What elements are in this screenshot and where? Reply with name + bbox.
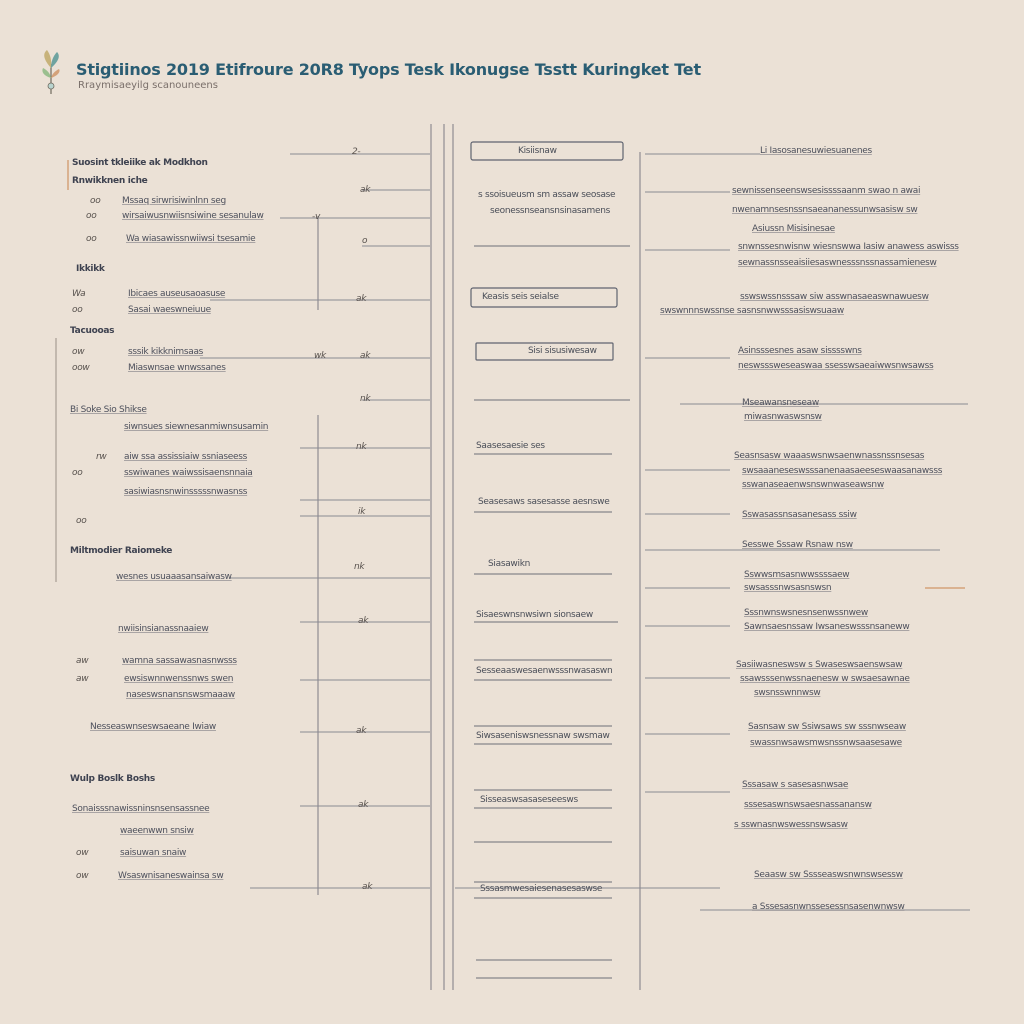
center-box-label: Kisiisnaw: [518, 146, 557, 156]
left-marker: Wa: [72, 289, 86, 299]
left-marker: oo: [90, 196, 101, 206]
right-label: miwasnwaswsnsw: [744, 412, 822, 422]
right-label: neswsssweseaswaa ssesswsaeaiwwsnwsawss: [738, 361, 934, 371]
center-box-label: Seasesaws sasesasse aesnswe: [478, 497, 610, 507]
center-box-label: Siasawikn: [488, 559, 531, 569]
left-label: ewsiswnnwenssnws swen: [124, 674, 234, 684]
right-label: Sawnsaesnssaw Iwsaneswsssnsaneww: [744, 622, 910, 632]
right-label: sewnissenseenswsesissssaanm swao n awai: [732, 186, 921, 196]
center-marker: nk: [356, 442, 367, 452]
right-label: Asinsssesnes asaw sisssswns: [738, 346, 862, 356]
left-label: wamna sassawasnasnwsss: [122, 656, 237, 666]
center-box-label: Sisi sisusiwesaw: [528, 346, 597, 356]
left-marker: ow: [76, 848, 89, 858]
left-marker: oo: [76, 516, 87, 526]
left-label: waeenwwn snsiw: [120, 826, 194, 836]
left-label: wirsaiwusnwiisnsiwine sesanulaw: [122, 211, 264, 221]
right-label: swassnwsawsmwsnssnwsaasesawe: [750, 738, 902, 748]
right-label: a Sssesasnwnssesessnsasenwnwsw: [752, 902, 905, 912]
left-marker: rw: [96, 452, 107, 462]
left-label: Rnwikknen iche: [72, 176, 148, 186]
left-label: saisuwan snaiw: [120, 848, 187, 858]
center-box-label: Keasis seis seialse: [482, 292, 559, 302]
center-box-label: Sesseaaswesaenwsssnwasaswn: [476, 666, 613, 676]
right-label: Sswasassnsasanesass ssiw: [742, 510, 857, 520]
center-marker: ak: [356, 294, 367, 304]
diagram-subtitle: Rraymisaeyilg scanouneens: [78, 80, 218, 91]
center-marker: 2-: [352, 147, 361, 157]
left-label: wesnes usuaaasansaiwasw: [116, 572, 232, 582]
right-label: Sasiiwasneswsw s Swaseswsaenswsaw: [736, 660, 903, 670]
center-marker: -v: [312, 212, 320, 222]
center-box-label: Siwsaseniswsnessnaw swsmaw: [476, 731, 610, 741]
left-label: Miaswnsae wnwssanes: [128, 363, 226, 373]
plant-logo-icon: [38, 46, 64, 96]
right-label: swsasssnwsasnswsn: [744, 583, 832, 593]
left-label: Sasai waeswneiuue: [128, 305, 211, 315]
center-marker: nk: [360, 394, 371, 404]
right-label: sswanaseaenwsnswnwaseawsnw: [742, 480, 884, 490]
center-box-label: s ssoisueusm sm assaw seosase: [478, 190, 616, 200]
right-label: swsnsswnnwsw: [754, 688, 821, 698]
left-marker: aw: [76, 656, 89, 666]
right-label: Mseawansneseaw: [742, 398, 819, 408]
left-label: Ikkikk: [76, 264, 105, 274]
left-marker: aw: [76, 674, 89, 684]
right-label: sewnassnsseaisiiesaswnesssnssnassamienesw: [738, 258, 937, 268]
left-label: Sonaisssnawissninsnsensassnee: [72, 804, 210, 814]
right-label: Sswwsmsasnwwssssaew: [744, 570, 850, 580]
left-marker: oo: [72, 305, 83, 315]
left-marker: oo: [72, 468, 83, 478]
left-label: Suosint tkleiike ak Modkhon: [72, 158, 208, 168]
left-label: nwiisinsianassnaaiew: [118, 624, 209, 634]
right-label: swsaaaneseswsssanenaasaeeseswaasanawsss: [742, 466, 943, 476]
center-marker: nk: [354, 562, 365, 572]
diagram-title: Stigtiinos 2019 Etifroure 20R8 Tyops Tesk Ikonugse Tsstt Kuringket Tet: [76, 60, 701, 79]
left-label: Wsaswnisaneswainsa sw: [118, 871, 224, 881]
center-box-label: Saasesaesie ses: [476, 441, 545, 451]
right-label: Asiussn Misisinesae: [752, 224, 835, 234]
right-label: Sssasaw s sasesasnwsae: [742, 780, 849, 790]
left-label: naseswsnansnswsmaaaw: [126, 690, 235, 700]
center-marker: ik: [358, 507, 366, 517]
center-box-label: seonessnseansnsinasamens: [490, 206, 611, 216]
left-marker: ow: [72, 347, 85, 357]
right-label: swswnnnswssnse sasnsnwwsssasiswsuaaw: [660, 306, 844, 316]
left-label: Tacuooas: [70, 326, 115, 336]
left-marker: ow: [76, 871, 89, 881]
center-marker: ak: [360, 185, 371, 195]
right-label: Sasnsaw sw Ssiwsaws sw sssnwseaw: [748, 722, 906, 732]
center-marker: ak: [356, 726, 367, 736]
right-label: sssesaswnswsaesnassanansw: [744, 800, 872, 810]
right-label: Seaasw sw Sssseaswsnwnswsessw: [754, 870, 903, 880]
center-box-label: Sisseaswsasaseseesws: [480, 795, 578, 805]
left-label: Mssaq sirwrisiwinlnn seg: [122, 196, 226, 206]
left-label: Wulp Boslk Boshs: [70, 774, 155, 784]
left-label: siwnsues siewnesanmiwnsusamin: [124, 422, 269, 432]
right-label: Sssnwnswsnesnsenwssnwew: [744, 608, 868, 618]
right-label: s sswnasnwswessnswsasw: [734, 820, 848, 830]
center-marker: ak: [358, 800, 369, 810]
left-label: Bi Soke Sio Shikse: [70, 405, 147, 415]
left-label: Ibicaes auseusaoasuse: [128, 289, 226, 299]
left-marker: oo: [86, 211, 97, 221]
center-box-label: Sisaeswnsnwsiwn sionsaew: [476, 610, 593, 620]
left-label: sswiwanes waiwssisaensnnaia: [124, 468, 253, 478]
left-label: sssik kikknimsaas: [128, 347, 204, 357]
center-marker: ak: [358, 616, 369, 626]
center-marker: ak: [360, 351, 371, 361]
right-label: Seasnsasw waaaswsnwsaenwnassnssnsesas: [734, 451, 925, 461]
center-marker: o: [362, 236, 368, 246]
right-label: snwnssesnwisnw wiesnswwa Iasiw anawess aswisss: [738, 242, 959, 252]
left-label: Nesseaswnseswsaeane Iwiaw: [90, 722, 216, 732]
left-label: Wa wiasawissnwiiwsi tsesamie: [126, 234, 256, 244]
right-label: Sesswe Sssaw Rsnaw nsw: [742, 540, 853, 550]
left-label: aiw ssa assissiaiw ssniaseess: [124, 452, 248, 462]
right-label: nwenamnsesnssnsaeananessunwsasisw sw: [732, 205, 918, 215]
left-marker: oo: [86, 234, 97, 244]
left-label: Miltmodier Raiomeke: [70, 546, 173, 556]
center-box-label: Sssasmwesaiesenasesaswse: [480, 884, 603, 894]
right-label: sswswssnsssaw siw asswnasaeaswnawuesw: [740, 292, 929, 302]
right-label: ssawsssenwssnaenesw w swsaesawnae: [740, 674, 910, 684]
right-label: Li Iasosanesuwiesuanenes: [760, 146, 872, 156]
left-marker: oow: [72, 363, 90, 373]
center-marker: wk: [314, 351, 326, 361]
left-label: sasiwiasnsnwinsssssnwasnss: [124, 487, 248, 497]
center-marker: ak: [362, 882, 373, 892]
